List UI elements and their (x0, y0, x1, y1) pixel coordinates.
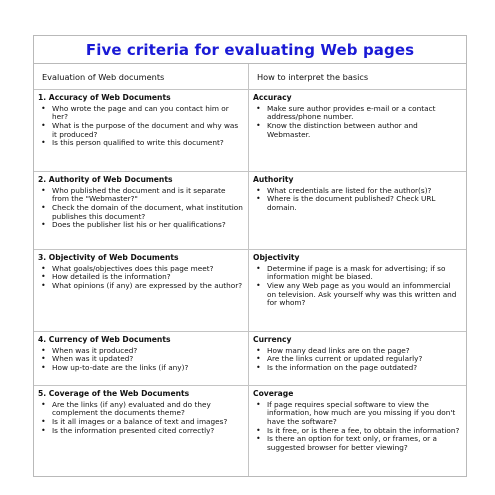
list-item: • Where is the document published? Check URL domain. (253, 195, 462, 212)
table-row (34, 250, 466, 332)
question-list (38, 187, 244, 230)
list-item: • Is the information presented cited correctly? (38, 427, 244, 436)
list-item: • If page requires special software to view the information, how much are you missing if you don't have the software? (253, 401, 462, 427)
evaluation-cell (34, 172, 249, 249)
criterion-heading: Accuracy (253, 93, 292, 102)
table-row (34, 386, 466, 476)
table-row (34, 332, 466, 386)
list-item: • Are the links (if any) evaluated and do they complement the documents theme? (38, 401, 244, 418)
column-header-interpretation: How to interpret the basics (257, 71, 369, 82)
list-item: • How many dead links are on the page? (253, 347, 462, 356)
tip-list (253, 187, 462, 213)
evaluation-cell (34, 332, 249, 385)
interpretation-cell (249, 172, 466, 249)
criterion-heading: Objectivity (253, 253, 300, 262)
list-item: • When was it updated? (38, 355, 244, 364)
list-item: • What opinions (if any) are expressed by the author? (38, 282, 244, 291)
question-list (38, 265, 244, 291)
interpretation-cell (249, 386, 466, 476)
criteria-table (33, 35, 467, 477)
list-item: • How detailed is the information? (38, 273, 244, 282)
criterion-heading: Authority (253, 175, 294, 184)
interpretation-cell (249, 90, 466, 171)
tip-list (253, 401, 462, 453)
list-item: • Check the domain of the document, what institution publishes this document? (38, 204, 244, 221)
list-item: • Is this person qualified to write this document? (38, 139, 244, 148)
list-item: • Are the links current or updated regularly? (253, 355, 462, 364)
criterion-heading: 5. Coverage of the Web Documents (38, 389, 190, 398)
page-title: Five criteria for evaluating Web pages (34, 36, 466, 64)
list-item: • What is the purpose of the document and why was it produced? (38, 122, 244, 139)
list-item: • Does the publisher list his or her qualifications? (38, 221, 244, 230)
tip-list (253, 347, 462, 373)
list-item: • Determine if page is a mask for advertising; if so information might be biased. (253, 265, 462, 282)
column-header-evaluation: Evaluation of Web documents (34, 64, 249, 89)
question-list (38, 347, 244, 373)
list-item: • How up-to-date are the links (if any)? (38, 364, 244, 373)
list-item: • Is there an option for text only, or frames, or a suggested browser for better viewing? (253, 435, 462, 452)
criterion-heading: Currency (253, 335, 292, 344)
criterion-heading: 2. Authority of Web Documents (38, 175, 173, 184)
list-item: • Know the distinction between author and Webmaster. (253, 122, 462, 139)
question-list (38, 105, 244, 148)
table-row (34, 90, 466, 172)
interpretation-cell (249, 250, 466, 331)
interpretation-cell (249, 332, 466, 385)
criterion-heading: 1. Accuracy of Web Documents (38, 93, 171, 102)
evaluation-cell (34, 386, 249, 476)
list-item: • View any Web page as you would an infommercial on television. Ask yourself why was this written and for whom? (253, 282, 462, 308)
list-item: • Make sure author provides e-mail or a contact address/phone number. (253, 105, 462, 122)
list-item: • Is the information on the page outdated? (253, 364, 462, 373)
list-item: • Who wrote the page and can you contact him or her? (38, 105, 244, 122)
tip-list (253, 265, 462, 308)
list-item: • What credentials are listed for the author(s)? (253, 187, 462, 196)
list-item: • Is it all images or a balance of text and images? (38, 418, 244, 427)
criterion-heading: Coverage (253, 389, 294, 398)
question-list (38, 401, 244, 436)
list-item: • When was it produced? (38, 347, 244, 356)
list-item: • What goals/objectives does this page meet? (38, 265, 244, 274)
list-item: • Who published the document and is it separate from the "Webmaster?" (38, 187, 244, 204)
criterion-heading: 3. Objectivity of Web Documents (38, 253, 179, 262)
criterion-heading: 4. Currency of Web Documents (38, 335, 171, 344)
evaluation-cell (34, 250, 249, 331)
list-item: • Is it free, or is there a fee, to obtain the information? (253, 427, 462, 436)
evaluation-cell (34, 90, 249, 171)
table-header-row (34, 64, 466, 90)
tip-list (253, 105, 462, 140)
table-row (34, 172, 466, 250)
